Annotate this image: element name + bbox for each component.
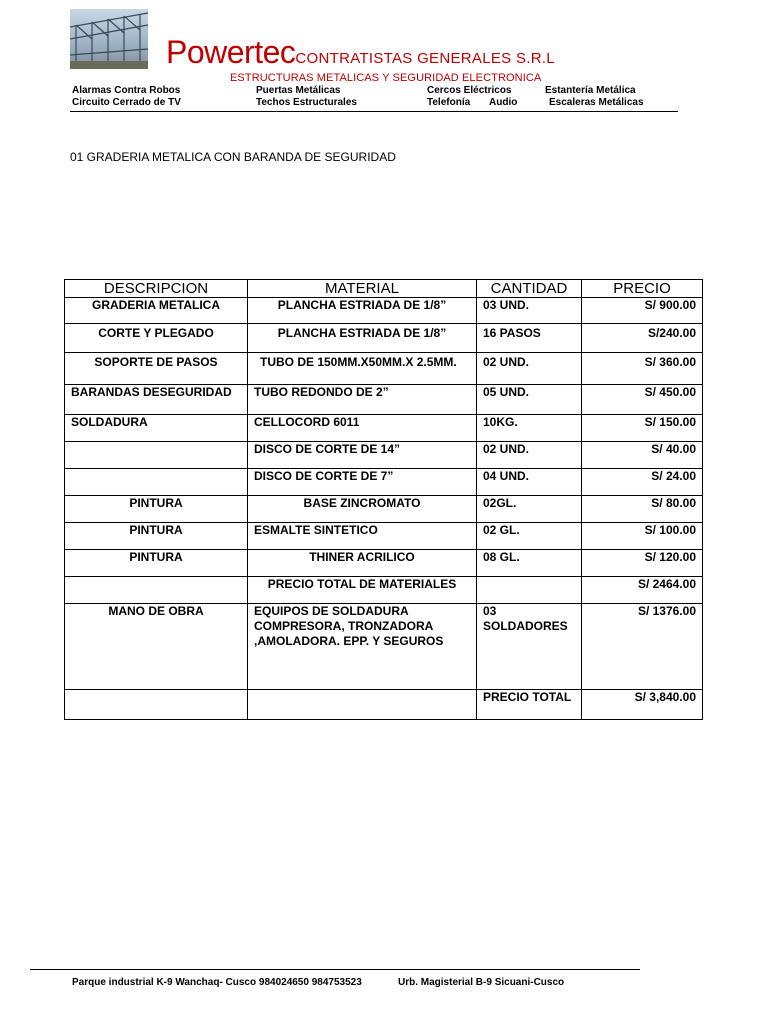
cell-material: PLANCHA ESTRIADA DE 1/8” bbox=[248, 324, 477, 353]
service-estanteria: Estantería Metálica bbox=[545, 85, 636, 96]
service-escaleras: Escaleras Metálicas bbox=[549, 97, 644, 108]
brand-name: Powertec bbox=[166, 34, 296, 70]
cell-precio: S/ 100.00 bbox=[582, 523, 703, 550]
cell-material: CELLOCORD 6011 bbox=[248, 415, 477, 442]
cell-precio: S/ 450.00 bbox=[582, 385, 703, 415]
header-precio: PRECIO bbox=[582, 280, 703, 298]
header-material: MATERIAL bbox=[248, 280, 477, 298]
cell-descripcion: SOLDADURA bbox=[65, 415, 248, 442]
service-audio: Audio bbox=[489, 97, 518, 108]
cell-descripcion: CORTE Y PLEGADO bbox=[65, 324, 248, 353]
cell-cantidad: 16 PASOS bbox=[477, 324, 582, 353]
company-logo-photo bbox=[70, 9, 148, 69]
cell-cantidad bbox=[477, 577, 582, 604]
cell-cantidad: 02GL. bbox=[477, 496, 582, 523]
cell-grand-total-value: S/ 3,840.00 bbox=[582, 690, 703, 720]
service-puertas: Puertas Metálicas bbox=[256, 85, 341, 96]
cell-material: EQUIPOS DE SOLDADURA COMPRESORA, TRONZADORA ,AMOLADORA. EPP. Y SEGUROS bbox=[248, 604, 477, 690]
cell-descripcion bbox=[65, 469, 248, 496]
cell-descripcion: PINTURA bbox=[65, 550, 248, 577]
document-title: 01 GRADERIA METALICA CON BARANDA DE SEGURIDAD bbox=[70, 150, 396, 164]
table-row-grand-total bbox=[65, 690, 703, 720]
service-techos: Techos Estructurales bbox=[256, 97, 357, 108]
cell-cantidad: 10KG. bbox=[477, 415, 582, 442]
cell-precio: S/ 24.00 bbox=[582, 469, 703, 496]
cell-cantidad: 02 UND. bbox=[477, 442, 582, 469]
cell-material: ESMALTE SINTETICO bbox=[248, 523, 477, 550]
company-brand bbox=[166, 34, 555, 71]
cell-precio: S/ 900.00 bbox=[582, 298, 703, 324]
service-telefonia: Telefonía bbox=[427, 97, 471, 108]
company-tagline: ESTRUCTURAS METALICAS Y SEGURIDAD ELECTRONICA bbox=[230, 72, 542, 84]
table-row bbox=[65, 442, 703, 469]
service-cercos: Cercos Eléctricos bbox=[427, 85, 512, 96]
cell-cantidad: 05 UND. bbox=[477, 385, 582, 415]
footer-address-wanchaq: Parque industrial K-9 Wanchaq- Cusco 984024650 984753523 bbox=[72, 977, 362, 988]
cell-cantidad: 02 GL. bbox=[477, 523, 582, 550]
cell-material: DISCO DE CORTE DE 14” bbox=[248, 442, 477, 469]
footer-address-sicuani: Urb. Magisterial B-9 Sicuani-Cusco bbox=[398, 977, 565, 988]
table-row bbox=[65, 298, 703, 324]
cell-descripcion bbox=[65, 690, 248, 720]
footer-divider bbox=[30, 969, 640, 970]
table-row bbox=[65, 353, 703, 385]
cell-material bbox=[248, 690, 477, 720]
cell-descripcion: BARANDAS DESEGURIDAD bbox=[65, 385, 248, 415]
cell-grand-total-label: PRECIO TOTAL bbox=[477, 690, 582, 720]
table-row bbox=[65, 469, 703, 496]
cell-cantidad: 08 GL. bbox=[477, 550, 582, 577]
cell-descripcion: MANO DE OBRA bbox=[65, 604, 248, 690]
cell-precio: S/240.00 bbox=[582, 324, 703, 353]
brand-subtitle: CONTRATISTAS GENERALES S.R.L bbox=[295, 50, 555, 67]
cell-material: TUBO REDONDO DE 2” bbox=[248, 385, 477, 415]
cell-material: TUBO DE 150MM.X50MM.X 2.5MM. bbox=[248, 353, 477, 385]
cell-material: DISCO DE CORTE DE 7” bbox=[248, 469, 477, 496]
table-row bbox=[65, 324, 703, 353]
cell-descripcion bbox=[65, 577, 248, 604]
table-row-materials-total bbox=[65, 577, 703, 604]
header-descripcion: DESCRIPCION bbox=[65, 280, 248, 298]
cell-material: THINER ACRILICO bbox=[248, 550, 477, 577]
table-row bbox=[65, 415, 703, 442]
cell-precio: S/ 120.00 bbox=[582, 550, 703, 577]
table-row bbox=[65, 385, 703, 415]
quote-table bbox=[64, 279, 703, 720]
table-row bbox=[65, 523, 703, 550]
cell-descripcion: PINTURA bbox=[65, 496, 248, 523]
cell-precio: S/ 80.00 bbox=[582, 496, 703, 523]
cell-materials-total-label: PRECIO TOTAL DE MATERIALES bbox=[248, 577, 477, 604]
cell-descripcion: GRADERIA METALICA bbox=[65, 298, 248, 324]
cell-cantidad: 03 UND. bbox=[477, 298, 582, 324]
cell-precio: S/ 360.00 bbox=[582, 353, 703, 385]
cell-descripcion: PINTURA bbox=[65, 523, 248, 550]
service-cctv: Circuito Cerrado de TV bbox=[72, 97, 181, 108]
service-alarmas: Alarmas Contra Robos bbox=[72, 85, 181, 96]
table-row bbox=[65, 496, 703, 523]
table-row bbox=[65, 604, 703, 690]
cell-descripcion bbox=[65, 442, 248, 469]
table-header-row bbox=[65, 280, 703, 298]
cell-descripcion: SOPORTE DE PASOS bbox=[65, 353, 248, 385]
cell-cantidad: 02 UND. bbox=[477, 353, 582, 385]
cell-material: BASE ZINCROMATO bbox=[248, 496, 477, 523]
header-divider bbox=[70, 111, 678, 112]
cell-materials-total-value: S/ 2464.00 bbox=[582, 577, 703, 604]
cell-cantidad: 03 SOLDADORES bbox=[477, 604, 582, 690]
cell-precio: S/ 40.00 bbox=[582, 442, 703, 469]
cell-precio: S/ 1376.00 bbox=[582, 604, 703, 690]
header-cantidad: CANTIDAD bbox=[477, 280, 582, 298]
cell-material: PLANCHA ESTRIADA DE 1/8” bbox=[248, 298, 477, 324]
cell-cantidad: 04 UND. bbox=[477, 469, 582, 496]
table-row bbox=[65, 550, 703, 577]
cell-precio: S/ 150.00 bbox=[582, 415, 703, 442]
